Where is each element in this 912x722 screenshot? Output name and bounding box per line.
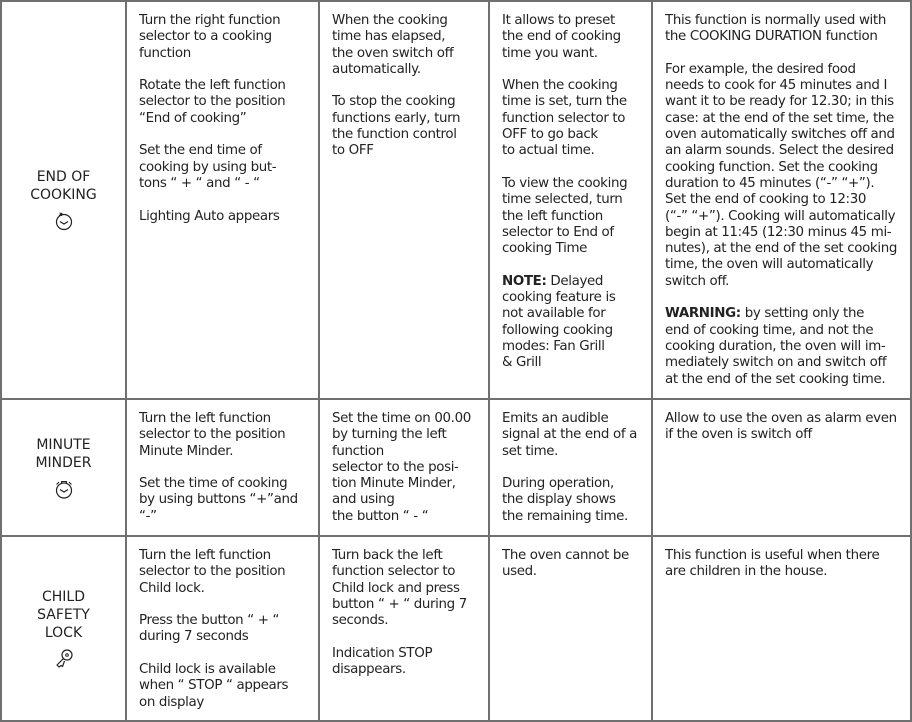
- note-text: Delayed cooking feature is not available for following cooking modes: Fan Grill & Grill: [502, 273, 616, 371]
- instruction-text: Set the time of cooking by using buttons “+”and “-”: [139, 476, 298, 524]
- table-row-end-of-cooking: [1, 1, 911, 399]
- instruction-text: Press the button “ + “ during 7 seconds: [139, 613, 280, 645]
- description-text: The oven cannot be used.: [502, 548, 629, 580]
- minute-minder-timer-icon: [53, 478, 75, 500]
- function-name: CHILD SAFETY LOCK: [37, 588, 90, 641]
- warning-text: by setting only the end of cooking time, and not the cooking duration, the oven will im- mediately switch on and switch off at the end of the set cooking time.: [665, 306, 887, 387]
- function-name: MINUTE MINDER: [35, 436, 92, 471]
- instruction-text: Indication STOP disappears.: [332, 645, 433, 678]
- instruction-text: Set the time on 00.00 by turning the left function selector to the posi- tion Minute Minder, and using the button “ - “: [332, 411, 471, 524]
- instruction-text: To stop the cooking functions early, turn the function control to OFF: [332, 94, 461, 159]
- child-lock-key-icon: [53, 648, 75, 670]
- description-text: When the cooking time is set, turn the function selector to OFF to go back to actual time.: [502, 78, 627, 159]
- instruction-text: Turn back the left function selector to Child lock and press button “ + “ during 7 seconds.: [332, 548, 467, 629]
- instruction-text: Set the end time of cooking by using but- tons “ + “ and “ - “: [139, 143, 277, 191]
- notes-cell: [652, 536, 911, 721]
- description-text: It allows to preset the end of cooking time you want.: [502, 13, 621, 61]
- notes-cell: [652, 399, 911, 536]
- how-to-stop-cell: [319, 1, 489, 399]
- function-name-cell: [1, 399, 126, 536]
- function-name: END OF COOKING: [30, 169, 97, 203]
- description-text: To view the cooking time selected, turn the left function selector to End of cooking Time: [502, 175, 628, 257]
- warning-label: WARNING:: [665, 306, 741, 322]
- note-label: NOTE:: [502, 273, 547, 289]
- notes-text: This function is normally used with the COOKING DURATION function: [665, 13, 886, 45]
- end-of-cooking-clock-icon: [53, 210, 75, 232]
- instruction-text: Child lock is available when “ STOP “ appears on display: [139, 662, 289, 710]
- notes-text: Allow to use the oven as alarm even if the oven is switch off: [665, 411, 897, 443]
- notes-text: This function is useful when there are children in the house.: [665, 548, 880, 580]
- description-cell: [489, 536, 652, 721]
- warning-paragraph: [665, 306, 904, 387]
- instruction-text: When the cooking time has elapsed, the oven switch off automatically.: [332, 13, 454, 77]
- table-row-child-safety-lock: [1, 536, 911, 721]
- notes-cell: [652, 1, 911, 399]
- description-text: During operation, the display shows the remaining time.: [502, 476, 628, 524]
- how-to-stop-cell: [319, 536, 489, 721]
- description-text: Emits an audible signal at the end of a set time.: [502, 411, 637, 459]
- note-paragraph: [502, 274, 645, 372]
- description-cell: [489, 399, 652, 536]
- description-cell: [489, 1, 652, 399]
- how-to-set-cell: [126, 536, 319, 721]
- function-name-cell: [1, 536, 126, 721]
- instruction-text: Turn the left function selector to the position Child lock.: [139, 548, 286, 596]
- how-to-stop-cell: [319, 399, 489, 536]
- notes-text: For example, the desired food needs to cook for 45 minutes and I want it to be ready for 12.30; in this case: at the end of the set time, the oven automatically switches off and an alarm sounds. Select the desired cooking function. Set the cooking duration to 45 minutes (“-” “+”). Set the end of cooking to 12:30 (“-” “+”). Cooking will automatically begin at 11:45 (12:30 minus 45 mi- nutes), at the end of the set cooking time, the oven will automatically switch off.: [665, 61, 897, 289]
- how-to-set-cell: [126, 399, 319, 536]
- instruction-text: Rotate the left function selector to the position “End of cooking”: [139, 78, 286, 126]
- instruction-text: Turn the left function selector to the position Minute Minder.: [139, 411, 286, 459]
- instruction-text: Lighting Auto appears: [139, 208, 280, 224]
- function-name-cell: [1, 1, 126, 399]
- instruction-text: Turn the right function selector to a cooking function: [139, 13, 281, 61]
- how-to-set-cell: [126, 1, 319, 399]
- table-row-minute-minder: [1, 399, 911, 536]
